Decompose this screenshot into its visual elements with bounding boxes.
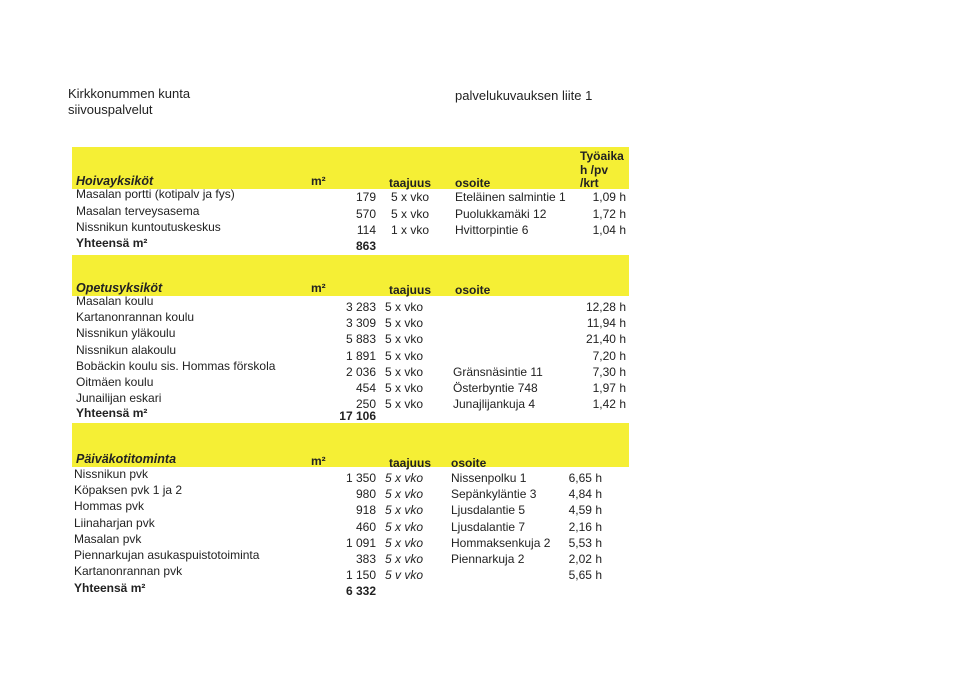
opetus-row-m2: 5 883 — [345, 332, 376, 347]
paivakoti-row-name: Köpaksen pvk 1 ja 2 — [74, 483, 183, 498]
paivakoti-row-frequency: 5 x vko — [385, 535, 424, 550]
paivakoti-row-name: Nissnikun pvk — [74, 467, 149, 481]
opetus-row-worktime: 7,20 h — [592, 348, 626, 363]
hoiva-row-address: Puolukkamäki 12 — [455, 206, 547, 221]
opetus-row-name: Junailijan eskari — [76, 391, 162, 406]
hoiva-row-frequency: 1 x vko — [391, 223, 430, 237]
paivakoti-row-address: Ljusdalantie 5 — [451, 503, 526, 518]
paivakoti-total-label: Yhteensä m² — [74, 581, 146, 595]
opetus-title: Opetusyksiköt — [76, 281, 163, 295]
paivakoti-col-m2: m² — [311, 454, 326, 468]
opetus-row-frequency: 5 x vko — [385, 332, 424, 347]
paivakoti-row-m2: 980 — [355, 487, 376, 502]
opetus-col-taajuus: taajuus — [389, 283, 432, 297]
opetus-row-m2: 2 036 — [345, 364, 376, 379]
hoiva-row-address: Eteläinen salmintie 1 — [455, 190, 566, 204]
paivakoti-row-name: Hommas pvk — [74, 499, 145, 514]
opetus-total-label: Yhteensä m² — [76, 406, 148, 420]
opetus-row-m2: 3 309 — [345, 316, 376, 331]
hoiva-row-address: Hvittorpintie 6 — [455, 223, 529, 237]
paivakoti-row-frequency: 5 x vko — [385, 471, 424, 485]
hoiva-col-tyoaika-1: Työaika — [580, 149, 624, 163]
appendix-label: palvelukuvauksen liite 1 — [455, 88, 593, 103]
hoiva-col-taajuus: taajuus — [389, 176, 432, 190]
paivakoti-row-m2: 383 — [355, 552, 376, 566]
hoiva-row-frequency: 5 x vko — [391, 206, 430, 221]
opetus-row-m2: 3 283 — [345, 300, 376, 314]
hoiva-row-m2: 570 — [355, 206, 376, 221]
opetus-row-worktime: 12,28 h — [585, 300, 626, 314]
paivakoti-total-value: 6 332 — [345, 584, 376, 598]
paivakoti-row-address: Ljusdalantie 7 — [451, 519, 526, 534]
hoiva-row-m2: 179 — [355, 190, 376, 204]
paivakoti-title: Päiväkotitominta — [76, 452, 177, 466]
paivakoti-row-m2: 1 091 — [345, 535, 376, 550]
paivakoti-row-worktime: 5,65 h — [568, 568, 602, 583]
paivakoti-row-frequency: 5 x vko — [385, 552, 424, 566]
org-line-1: Kirkkonummen kunta — [68, 86, 191, 101]
paivakoti-row-worktime: 2,16 h — [568, 519, 602, 534]
hoiva-col-osoite: osoite — [455, 176, 491, 190]
hoiva-row-frequency: 5 x vko — [391, 190, 430, 204]
org-name — [68, 86, 190, 118]
paivakoti-row-name: Liinaharjan pvk — [74, 515, 155, 530]
paivakoti-row-m2: 1 150 — [345, 568, 376, 583]
hoiva-col-tyoaika-2: h /pv — [580, 163, 609, 177]
opetus-row-name: Nissnikun alakoulu — [76, 342, 177, 357]
paivakoti-row-frequency: 5 x vko — [385, 487, 424, 502]
org-line-2: siivouspalvelut — [68, 102, 153, 117]
paivakoti-row-worktime: 5,53 h — [568, 535, 602, 550]
opetus-row-frequency: 5 x vko — [385, 348, 424, 363]
paivakoti-row-worktime: 4,59 h — [568, 503, 602, 518]
opetus-row-address: Gränsnäsintie 11 — [453, 364, 543, 379]
paivakoti-row-address: Piennarkuja 2 — [451, 552, 525, 566]
hoiva-header-band — [72, 147, 629, 189]
paivakoti-row-address: Nissenpolku 1 — [451, 471, 527, 485]
opetus-row-worktime: 11,94 h — [586, 316, 626, 331]
paivakoti-row-frequency: 5 v vko — [385, 568, 424, 583]
hoiva-total-value: 863 — [355, 239, 376, 253]
opetus-row-address: Österbyntie 748 — [453, 381, 538, 395]
paivakoti-row-frequency: 5 x vko — [385, 519, 424, 534]
hoiva-row-worktime: 1,09 h — [592, 190, 626, 204]
opetus-row-m2: 1 891 — [345, 348, 376, 363]
hoiva-row-m2: 114 — [356, 223, 376, 237]
paivakoti-row-name: Piennarkujan asukaspuistotoiminta — [74, 548, 260, 562]
paivakoti-row-address: Hommaksenkuja 2 — [451, 535, 551, 550]
opetus-row-address: Junajlijankuja 4 — [453, 397, 536, 412]
opetus-row-worktime: 7,30 h — [592, 364, 626, 379]
hoiva-col-m2: m² — [311, 174, 326, 188]
paivakoti-row-m2: 1 350 — [345, 471, 376, 485]
opetus-col-osoite: osoite — [455, 283, 491, 297]
hoiva-row-name: Masalan terveysasema — [76, 203, 200, 218]
paivakoti-row-frequency: 5 x vko — [385, 503, 424, 518]
paivakoti-row-worktime: 6,65 h — [568, 471, 602, 485]
paivakoti-row-m2: 918 — [355, 503, 376, 518]
opetus-row-frequency: 5 x vko — [385, 381, 424, 395]
hoiva-col-tyoaika-3: /krt — [580, 176, 599, 190]
opetus-row-frequency: 5 x vko — [385, 364, 424, 379]
paivakoti-row-name: Masalan pvk — [74, 531, 142, 546]
hoiva-row-name: Masalan portti (kotipalv ja fys) — [76, 187, 235, 201]
paivakoti-row-m2: 460 — [355, 519, 376, 534]
hoiva-total-label: Yhteensä m² — [76, 236, 148, 250]
opetus-row-m2: 250 — [355, 397, 376, 412]
hoiva-title: Hoivayksiköt — [76, 174, 154, 188]
opetus-row-name: Oitmäen koulu — [76, 375, 154, 389]
hoiva-row-worktime: 1,72 h — [592, 206, 626, 221]
opetus-row-name: Masalan koulu — [76, 294, 154, 308]
opetus-row-frequency: 5 x vko — [385, 316, 424, 331]
paivakoti-row-worktime: 2,02 h — [568, 552, 602, 566]
opetus-total-value: 17 106 — [339, 409, 376, 423]
opetus-row-frequency: 5 x vko — [385, 397, 424, 412]
opetus-row-m2: 454 — [355, 381, 376, 395]
opetus-row-name: Kartanonrannan koulu — [76, 310, 195, 325]
opetus-row-worktime: 21,40 h — [585, 332, 626, 347]
opetus-row-worktime: 1,97 h — [592, 381, 626, 395]
opetus-row-worktime: 1,42 h — [592, 397, 626, 412]
hoiva-row-name: Nissnikun kuntoutuskeskus — [76, 220, 221, 234]
paivakoti-row-name: Kartanonrannan pvk — [74, 564, 183, 579]
paivakoti-row-address: Sepänkyläntie 3 — [451, 487, 537, 502]
opetus-row-name: Nissnikun yläkoulu — [76, 326, 176, 341]
opetus-row-frequency: 5 x vko — [385, 300, 424, 314]
opetus-row-name: Bobäckin koulu sis. Hommas förskola — [76, 358, 276, 373]
hoiva-row-worktime: 1,04 h — [592, 223, 626, 237]
paivakoti-row-worktime: 4,84 h — [568, 487, 602, 502]
paivakoti-col-taajuus: taajuus — [389, 456, 432, 470]
paivakoti-col-osoite: osoite — [451, 456, 487, 470]
opetus-col-m2: m² — [311, 281, 326, 295]
